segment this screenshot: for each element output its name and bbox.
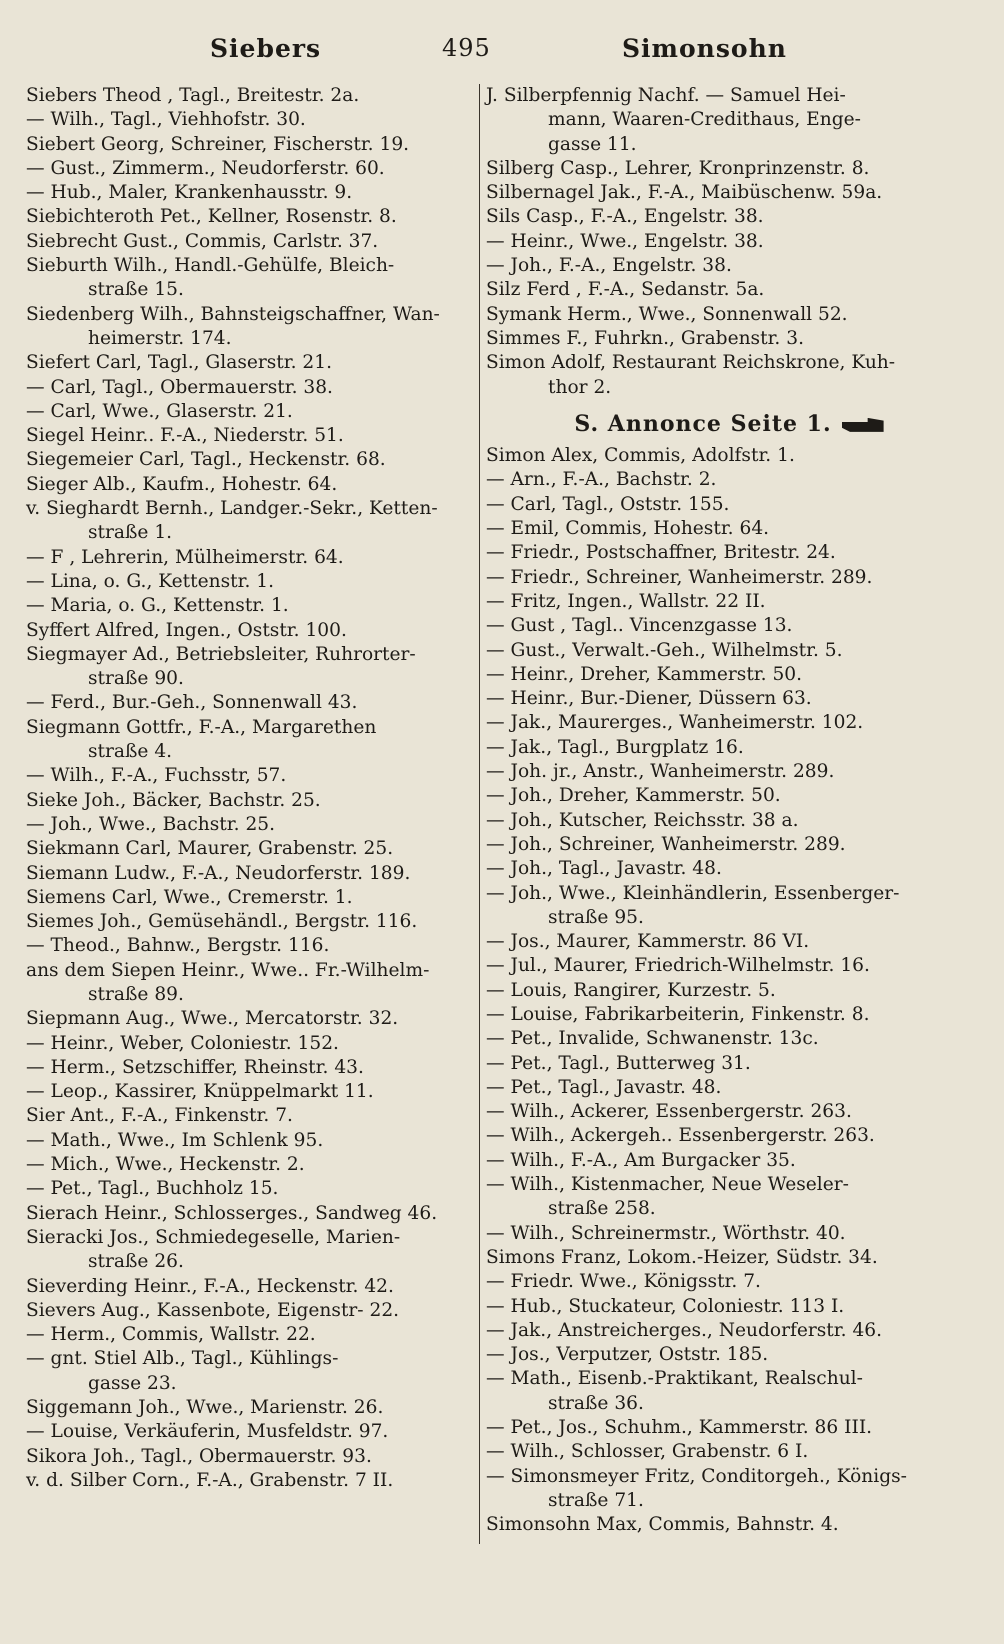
directory-entry: [486, 468, 972, 492]
entry-line: Siemes Joh., Gemüsehändl., Bergstr. 116.: [26, 911, 418, 933]
entry-line: — Wilh., F.-A., Am Burgacker 35.: [486, 1149, 796, 1171]
directory-entry: [26, 959, 464, 1008]
entry-line: — Gust , Tagl.. Vincenzgasse 13.: [486, 615, 793, 637]
entry-line: — Simonsmeyer Fritz, Conditorgeh., Königs-: [486, 1465, 907, 1487]
directory-entry: [486, 1149, 972, 1173]
directory-entry: [486, 181, 972, 205]
directory-entry: [26, 691, 464, 715]
directory-entry: [486, 639, 972, 663]
directory-entry: [26, 1177, 464, 1201]
directory-entry: [26, 1323, 464, 1347]
entry-continuation: gasse 23.: [88, 1372, 177, 1394]
page-number: 495: [442, 34, 491, 62]
entry-line: Siedenberg Wilh., Bahnsteigschaffner, Wan-: [26, 303, 440, 325]
directory-entry: [486, 327, 972, 351]
entry-line: ans dem Siepen Heinr., Wwe.. Fr.-Wilhelm-: [26, 959, 430, 981]
entry-line: — Joh., Wwe., Bachstr. 25.: [26, 813, 276, 835]
entry-line: — gnt. Stiel Alb., Tagl., Kühlings-: [26, 1348, 339, 1370]
directory-entry: [26, 716, 464, 765]
directory-entry: [26, 619, 464, 643]
entry-line: — Carl, Wwe., Glaserstr. 21.: [26, 400, 293, 422]
entry-line: Siepmann Aug., Wwe., Mercatorstr. 32.: [26, 1008, 399, 1030]
directory-entry: [486, 590, 972, 614]
running-head-right: Simonsohn: [622, 34, 787, 63]
directory-entry: [26, 1032, 464, 1056]
entry-line: Siefert Carl, Tagl., Glaserstr. 21.: [26, 352, 333, 374]
entry-line: — Gust., Verwalt.-Geh., Wilhelmstr. 5.: [486, 639, 843, 661]
directory-entry: [486, 1052, 972, 1076]
entry-line: — Heinr., Wwe., Engelstr. 38.: [486, 230, 764, 252]
entry-line: — Herm., Setzschiffer, Rheinstr. 43.: [26, 1056, 364, 1078]
directory-entry: [26, 400, 464, 424]
entry-continuation: straße 1.: [88, 522, 173, 544]
entry-line: Sievers Aug., Kassenbote, Eigenstr- 22.: [26, 1299, 400, 1321]
entry-continuation: straße 36.: [548, 1392, 644, 1414]
directory-entry: [26, 1299, 464, 1323]
entry-line: Siegmayer Ad., Betriebsleiter, Ruhrorter-: [26, 643, 416, 665]
entry-line: v. Sieghardt Bernh., Landger.-Sekr., Ketten-: [26, 498, 438, 520]
entry-line: — Wilh., Schlosser, Grabenstr. 6 I.: [486, 1441, 809, 1463]
entry-continuation: straße 26.: [88, 1251, 184, 1273]
entry-line: Siebert Georg, Schreiner, Fischerstr. 19.: [26, 133, 410, 155]
directory-entry: [486, 1124, 972, 1148]
directory-entry: [486, 517, 972, 541]
directory-entry: [486, 711, 972, 735]
entry-line: — Joh., Schreiner, Wanheimerstr. 289.: [486, 833, 846, 855]
directory-entry: [486, 1222, 972, 1246]
directory-entry: [486, 1246, 972, 1270]
entry-line: — Lina, o. G., Kettenstr. 1.: [26, 570, 275, 592]
entry-line: — Joh., Wwe., Kleinhändlerin, Essenberger-: [486, 882, 900, 904]
directory-entry: [26, 1080, 464, 1104]
entry-line: Siebers Theod , Tagl., Breitestr. 2a.: [26, 85, 360, 106]
directory-entry: [26, 643, 464, 692]
directory-entry: [26, 570, 464, 594]
entry-line: Silbernagel Jak., F.-A., Maibüschenw. 59a.: [486, 182, 883, 204]
entry-continuation: straße 90.: [88, 668, 184, 690]
directory-entry: [486, 566, 972, 590]
directory-entry: [26, 862, 464, 886]
directory-entry: [26, 230, 464, 254]
directory-entry: [486, 230, 972, 254]
entry-line: Simonsohn Max, Commis, Bahnstr. 4.: [486, 1514, 839, 1536]
entry-line: Siemann Ludw., F.-A., Neudorferstr. 189.: [26, 862, 411, 884]
entry-line: — Leop., Kassirer, Knüppelmarkt 11.: [26, 1081, 374, 1103]
entry-line: J. Silberpfennig Nachf. — Samuel Hei-: [486, 85, 846, 106]
entry-line: Sieger Alb., Kaufm., Hohestr. 64.: [26, 473, 338, 495]
entry-line: — F , Lehrerin, Mülheimerstr. 64.: [26, 546, 344, 568]
directory-entry: [486, 1173, 972, 1222]
directory-entry: [26, 133, 464, 157]
directory-entry: [486, 833, 972, 857]
entry-line: — Math., Eisenb.-Praktikant, Realschul-: [486, 1368, 863, 1390]
entry-line: Simon Adolf, Restaurant Reichskrone, Kuh-: [486, 352, 896, 374]
annonce-text: S. Annonce Seite 1.: [574, 410, 832, 437]
directory-entry: [486, 1367, 972, 1416]
entry-line: — Hub., Maler, Krankenhausstr. 9.: [26, 182, 353, 204]
directory-entry: [26, 205, 464, 229]
entry-line: — Jos., Verputzer, Oststr. 185.: [486, 1344, 769, 1366]
directory-entry: [486, 663, 972, 687]
directory-entry: [486, 1100, 972, 1124]
entry-line: Siekmann Carl, Maurer, Grabenstr. 25.: [26, 838, 394, 860]
entry-line: — Math., Wwe., Im Schlenk 95.: [26, 1129, 324, 1151]
pointing-hand-icon: [842, 418, 884, 432]
entry-continuation: straße 258.: [548, 1198, 656, 1220]
entry-line: — Joh., Tagl., Javastr. 48.: [486, 858, 722, 880]
entry-continuation: heimerstr. 174.: [88, 327, 232, 349]
directory-entry: [486, 809, 972, 833]
directory-entry: [26, 1396, 464, 1420]
entry-line: — Fritz, Ingen., Wallstr. 22 II.: [486, 590, 766, 612]
entry-line: — Pet., Tagl., Buchholz 15.: [26, 1178, 279, 1200]
directory-entry: [26, 181, 464, 205]
entry-line: — Jak., Anstreicherges., Neudorferstr. 46.: [486, 1319, 883, 1341]
directory-entry: [26, 1104, 464, 1128]
directory-entry: [486, 1513, 972, 1537]
directory-entry: [26, 934, 464, 958]
directory-entry: [26, 351, 464, 375]
directory-entry: [486, 541, 972, 565]
entry-line: — Heinr., Bur.-Diener, Düssern 63.: [486, 688, 812, 710]
entry-line: Silz Ferd , F.-A., Sedanstr. 5a.: [486, 279, 765, 301]
entry-line: — Heinr., Dreher, Kammerstr. 50.: [486, 663, 803, 685]
entry-line: — Emil, Commis, Hohestr. 64.: [486, 518, 770, 540]
entry-line: Sikora Joh., Tagl., Obermauerstr. 93.: [26, 1445, 372, 1467]
entry-line: — Herm., Commis, Wallstr. 22.: [26, 1324, 316, 1346]
entry-line: — Ferd., Bur.-Geh., Sonnenwall 43.: [26, 692, 358, 714]
directory-entry: [486, 1076, 972, 1100]
directory-entry: [26, 910, 464, 934]
entry-line: — Jul., Maurer, Friedrich-Wilhelmstr. 16.: [486, 955, 870, 977]
directory-entry: [26, 108, 464, 132]
entry-line: v. d. Silber Corn., F.-A., Grabenstr. 7 II.: [26, 1469, 394, 1491]
running-head-left: Siebers: [210, 34, 322, 63]
directory-entry: [486, 760, 972, 784]
directory-entry: [26, 1420, 464, 1444]
entry-line: — Wilh., F.-A., Fuchsstr, 57.: [26, 765, 287, 787]
directory-entry: [486, 278, 972, 302]
entry-line: — Wilh., Schreinermstr., Wörthstr. 40.: [486, 1222, 846, 1244]
entry-line: Siebichteroth Pet., Kellner, Rosenstr. 8.: [26, 206, 397, 228]
entry-line: — Louise, Verkäuferin, Musfeldstr. 97.: [26, 1421, 389, 1443]
entry-line: — Carl, Tagl., Oststr. 155.: [486, 493, 730, 515]
entry-line: — Wilh., Ackergeh.. Essenbergerstr. 263.: [486, 1125, 875, 1147]
directory-entry: [26, 1445, 464, 1469]
entry-line: — Jak., Tagl., Burgplatz 16.: [486, 736, 744, 758]
directory-entry: [486, 1295, 972, 1319]
directory-entry: [26, 1469, 464, 1493]
entry-continuation: gasse 11.: [548, 133, 637, 155]
entry-line: Siebrecht Gust., Commis, Carlstr. 37.: [26, 230, 379, 252]
entry-line: — Hub., Stuckateur, Coloniestr. 113 I.: [486, 1295, 845, 1317]
directory-entry: [486, 954, 972, 978]
entry-continuation: thor 2.: [548, 376, 612, 398]
directory-entry: [486, 205, 972, 229]
entry-line: — Mich., Wwe., Heckenstr. 2.: [26, 1154, 305, 1176]
entry-line: Simon Alex, Commis, Adolfstr. 1.: [486, 445, 795, 467]
column-divider: [479, 84, 480, 1544]
entry-line: — Heinr., Weber, Coloniestr. 152.: [26, 1032, 339, 1054]
entry-line: Sieke Joh., Bäcker, Bachstr. 25.: [26, 789, 321, 811]
annonce-notice: [486, 412, 972, 436]
entry-continuation: straße 95.: [548, 906, 644, 928]
directory-entry: [26, 837, 464, 861]
entry-line: Sils Casp., F.-A., Engelstr. 38.: [486, 206, 764, 228]
directory-entry: [26, 376, 464, 400]
directory-entry: [486, 784, 972, 808]
entry-line: Siegmann Gottfr., F.-A., Margarethen: [26, 716, 377, 738]
directory-entry: [26, 594, 464, 618]
entry-line: — Pet., Tagl., Javastr. 48.: [486, 1076, 722, 1098]
entry-line: Simons Franz, Lokom.-Heizer, Südstr. 34.: [486, 1246, 878, 1268]
directory-entry: [26, 1347, 464, 1396]
directory-entry: [26, 813, 464, 837]
directory-entry: [26, 1129, 464, 1153]
directory-entry: [486, 736, 972, 760]
right-column-top: [486, 84, 972, 400]
entry-line: — Friedr., Schreiner, Wanheimerstr. 289.: [486, 566, 873, 588]
directory-entry: [26, 1007, 464, 1031]
entry-line: Sieverding Heinr., F.-A., Heckenstr. 42.: [26, 1275, 394, 1297]
entry-continuation: mann, Waaren-Credithaus, Enge-: [548, 109, 861, 131]
directory-entry: [26, 157, 464, 181]
entry-line: — Gust., Zimmerm., Neudorferstr. 60.: [26, 157, 385, 179]
directory-entry: [26, 1202, 464, 1226]
directory-entry: [26, 546, 464, 570]
directory-entry: [26, 84, 464, 108]
entry-line: — Joh. jr., Anstr., Wanheimerstr. 289.: [486, 761, 835, 783]
entry-line: — Arn., F.-A., Bachstr. 2.: [486, 469, 717, 491]
directory-entry: [26, 1275, 464, 1299]
directory-entry: [486, 157, 972, 181]
entry-line: — Jak., Maurerges., Wanheimerstr. 102.: [486, 712, 864, 734]
entry-line: Siegemeier Carl, Tagl., Heckenstr. 68.: [26, 449, 386, 471]
entry-line: — Theod., Bahnw., Bergstr. 116.: [26, 935, 330, 957]
entry-line: Siggemann Joh., Wwe., Marienstr. 26.: [26, 1397, 384, 1419]
directory-entry: [26, 497, 464, 546]
right-column-bottom: [486, 444, 972, 1537]
directory-entry: [26, 448, 464, 472]
directory-entry: [486, 930, 972, 954]
entry-line: — Louise, Fabrikarbeiterin, Finkenstr. 8.: [486, 1003, 870, 1025]
directory-entry: [486, 1465, 972, 1514]
directory-entry: [486, 1440, 972, 1464]
entry-continuation: straße 4.: [88, 741, 173, 763]
entry-line: Sieburth Wilh., Handl.-Gehülfe, Bleich-: [26, 255, 395, 277]
entry-line: Simmes F., Fuhrkn., Grabenstr. 3.: [486, 327, 804, 349]
entry-line: Symank Herm., Wwe., Sonnenwall 52.: [486, 303, 848, 325]
left-column: [26, 84, 464, 1493]
directory-entry: [26, 303, 464, 352]
directory-entry: [26, 1056, 464, 1080]
right-column: [486, 84, 972, 1538]
entry-line: Syffert Alfred, Ingen., Oststr. 100.: [26, 619, 347, 641]
entry-line: Sieracki Jos., Schmiedegeselle, Marien-: [26, 1226, 401, 1248]
entry-line: — Pet., Tagl., Butterweg 31.: [486, 1052, 751, 1074]
directory-entry: [486, 493, 972, 517]
directory-entry: [486, 1343, 972, 1367]
entry-line: — Friedr., Postschaffner, Britestr. 24.: [486, 542, 836, 564]
entry-line: — Maria, o. G., Kettenstr. 1.: [26, 595, 289, 617]
directory-entry: [26, 1226, 464, 1275]
entry-line: — Louis, Rangirer, Kurzestr. 5.: [486, 979, 776, 1001]
directory-entry: [486, 351, 972, 400]
entry-line: Siemens Carl, Wwe., Cremerstr. 1.: [26, 886, 353, 908]
entry-line: Siegel Heinr.. F.-A., Niederstr. 51.: [26, 425, 344, 447]
directory-entry: [486, 1003, 972, 1027]
directory-entry: [486, 254, 972, 278]
entry-line: Sier Ant., F.-A., Finkenstr. 7.: [26, 1105, 293, 1127]
entry-line: — Pet., Invalide, Schwanenstr. 13c.: [486, 1028, 819, 1050]
directory-entry: [486, 687, 972, 711]
entry-line: Sierach Heinr., Schlosserges., Sandweg 46.: [26, 1202, 438, 1224]
entry-continuation: straße 71.: [548, 1489, 644, 1511]
directory-entry: [486, 1319, 972, 1343]
entry-continuation: straße 15.: [88, 279, 184, 301]
directory-entry: [486, 979, 972, 1003]
entry-line: — Joh., Dreher, Kammerstr. 50.: [486, 785, 781, 807]
directory-entry: [486, 1416, 972, 1440]
entry-line: — Jos., Maurer, Kammerstr. 86 VI.: [486, 931, 810, 953]
directory-entry: [486, 84, 972, 157]
directory-entry: [26, 789, 464, 813]
directory-entry: [26, 764, 464, 788]
directory-entry: [486, 303, 972, 327]
entry-line: — Wilh., Tagl., Viehhofstr. 30.: [26, 109, 306, 131]
directory-entry: [486, 1270, 972, 1294]
entry-line: — Carl, Tagl., Obermauerstr. 38.: [26, 376, 333, 398]
entry-line: — Joh., Kutscher, Reichsstr. 38 a.: [486, 809, 799, 831]
directory-entry: [26, 473, 464, 497]
entry-line: — Joh., F.-A., Engelstr. 38.: [486, 255, 732, 277]
directory-entry: [486, 857, 972, 881]
entry-continuation: straße 89.: [88, 983, 184, 1005]
directory-entry: [26, 254, 464, 303]
entry-line: — Pet., Jos., Schuhm., Kammerstr. 86 III.: [486, 1417, 873, 1439]
directory-entry: [486, 1027, 972, 1051]
directory-entry: [486, 882, 972, 931]
directory-entry: [26, 424, 464, 448]
directory-entry: [26, 886, 464, 910]
entry-line: — Wilh., Ackerer, Essenbergerstr. 263.: [486, 1101, 852, 1123]
directory-entry: [486, 614, 972, 638]
entry-line: — Wilh., Kistenmacher, Neue Weseler-: [486, 1174, 849, 1196]
directory-entry: [486, 444, 972, 468]
entry-line: Silberg Casp., Lehrer, Kronprinzenstr. 8.: [486, 157, 870, 179]
directory-entry: [26, 1153, 464, 1177]
entry-line: — Friedr. Wwe., Königsstr. 7.: [486, 1271, 761, 1293]
